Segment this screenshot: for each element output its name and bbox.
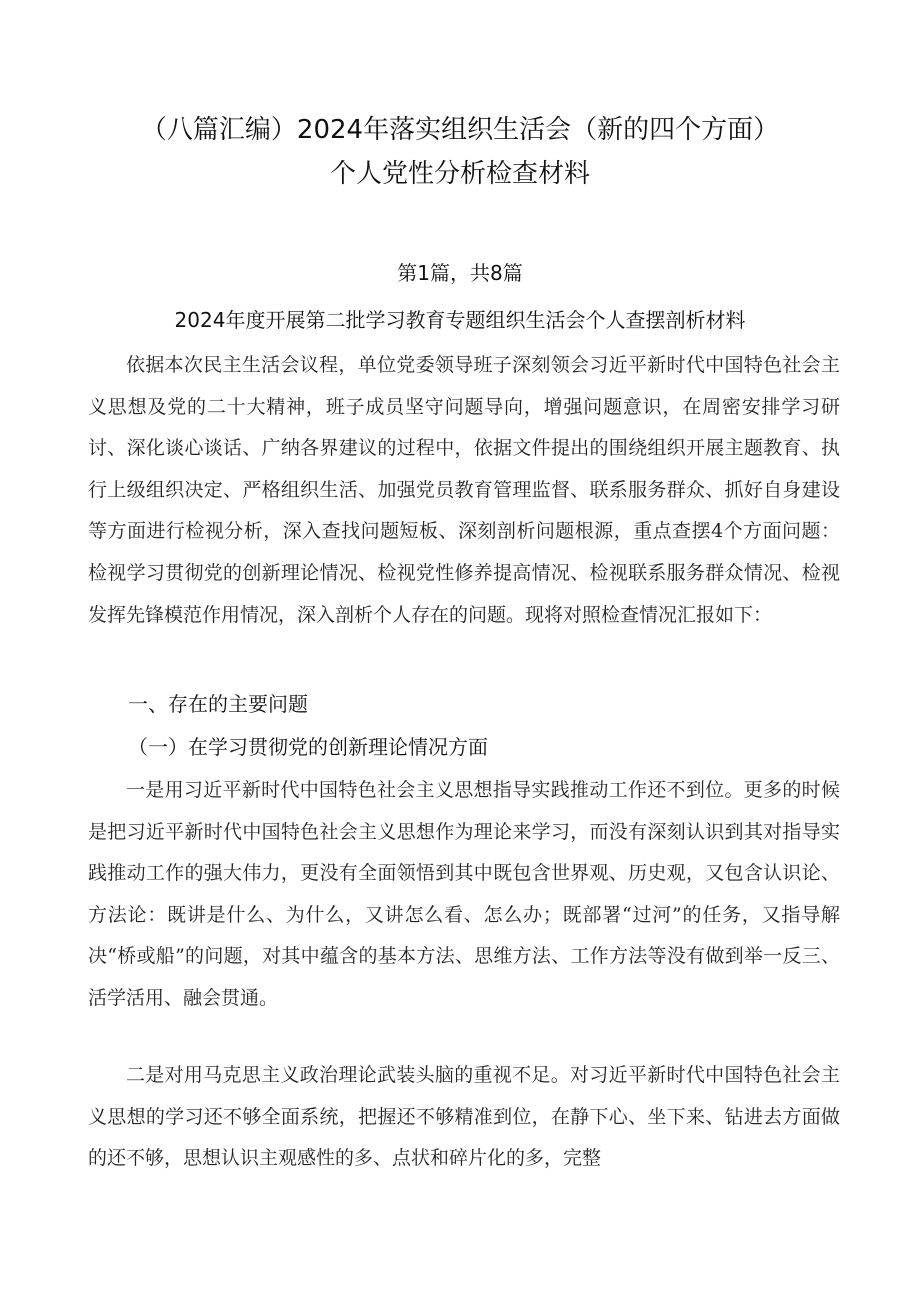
body-paragraph-1: 一是用习近平新时代中国特色社会主义思想指导实践推动工作还不到位。更多的时候是把习近平新时代中国特色社会主义思想作为理论来学习，而没有深刻认识到其对指导实践推动工作的强大伟力，更没有全面领悟到其中既包含世界观、历史观，又包含认识论、方法论：既讲是什么、为什么，又讲怎么看、怎么办；既部署“过河”的任务，又指导解决“桥或船”的问题，对其中蕴含的基本方法、思维方法、工作方法等没有做到举一反三、活学活用、融会贯通。 xyxy=(88,779,840,1009)
document-title-line-2: 个人党性分析检查材料 xyxy=(329,159,590,189)
part-label: 第1篇，共8篇 xyxy=(397,261,523,285)
body-paragraph-2: 二是对用马克思主义政治理论武装头脑的重视不足。对习近平新时代中国特色社会主义思想的学习还不够全面系统，把握还不够精准到位，在静下心、坐下来、钻进去方面做的还不够，思想认识主观感性的多、点状和碎片化的多，完整 xyxy=(88,1064,840,1170)
intro-paragraph: 依据本次民主生活会议程，单位党委领导班子深刻领会习近平新时代中国特色社会主义思想及党的二十大精神，班子成员坚守问题导向，增强问题意识，在周密安排学习研讨、深化谈心谈话、广纳各界建议的过程中，依据文件提出的围绕组织开展主题教育、执行上级组织决定、严格组织生活、加强党员教育管理监督、联系服务群众、抓好自身建设等方面进行检视分析，深入查找问题短板、深刻剖析问题根源，重点查摆4个方面问题：检视学习贯彻党的创新理论情况、检视党性修养提高情况、检视联系服务群众情况、检视发挥先锋模范作用情况，深入剖析个人存在的问题。现将对照检查情况汇报如下： xyxy=(88,354,840,626)
document-title-line-1: （八篇汇编）2024年落实组织生活会（新的四个方面） xyxy=(140,115,780,145)
article-subtitle: 2024年度开展第二批学习教育专题组织生活会个人查摆剖析材料 xyxy=(174,308,746,332)
section-heading: 一、存在的主要问题 xyxy=(128,692,308,716)
subsection-heading: （一）在学习贯彻党的创新理论情况方面 xyxy=(128,735,488,759)
